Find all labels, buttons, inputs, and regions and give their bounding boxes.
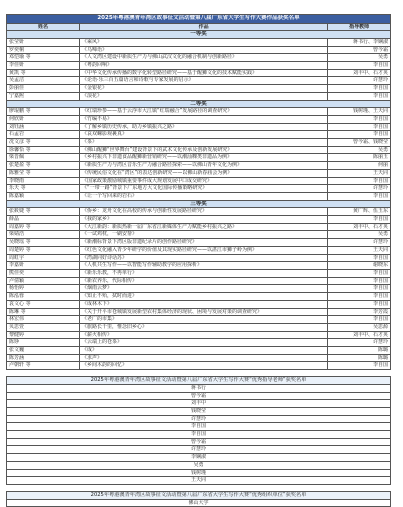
teacher-name: 李自国 — [328, 92, 391, 100]
teacher-name: 陈璐 — [328, 347, 391, 355]
winner-name: 杨怡婷 — [7, 285, 80, 293]
teacher-name: 王天同 — [328, 246, 391, 254]
work-title: 《关于开平市苍城镇发展新型农村集体经济的现状、困境与发展对策的调查研究》 — [80, 308, 328, 316]
table-row — [7, 293, 391, 301]
winner-name: 卢朝轩 等 — [7, 362, 80, 370]
teacher-award-name: 曾今霜 — [7, 438, 391, 446]
work-title: 《云端上的苍茶》 — [80, 339, 328, 347]
teacher-name: 李自国 — [328, 192, 391, 200]
teacher-award-name: 钱晓莹 — [7, 407, 391, 415]
work-title: 《成》 — [80, 347, 328, 355]
winner-name: 李嘉妍 — [7, 262, 80, 270]
work-title: 《老广的市集》 — [80, 316, 328, 324]
teacher-name: 刘丰中、石才英 — [328, 331, 391, 339]
table-row — [7, 208, 391, 216]
award-document — [6, 14, 391, 507]
work-title: 《粤韵回响》 — [80, 62, 328, 70]
list-item — [7, 407, 391, 415]
table-row — [7, 354, 391, 362]
teacher-name: 刘丰中、石才英 — [328, 223, 391, 231]
work-title: 《乌啼语》 — [80, 46, 328, 54]
work-title: 《旅路长千里，惟念旧乡心》 — [80, 323, 328, 331]
teacher-name: 吴勇 — [328, 54, 391, 62]
teacher-name: 李自国 — [328, 216, 391, 224]
teacher-award-name: 许慧玲 — [7, 446, 391, 454]
work-title: 《传统民俗文化在“湾区”的表达创新研究——以佛山新春庙会为例》 — [80, 169, 328, 177]
winner-name: 彭丽佳 — [7, 85, 80, 93]
work-title: 《侨乡：龙舟文化在高校的传承与创新性发展路径研究》 — [80, 208, 328, 216]
winner-name: 何欣妍 — [7, 115, 80, 123]
work-title: 《湾湖同好诗话苏》 — [80, 254, 328, 262]
teacher-award-name: 王天同 — [7, 477, 391, 485]
document-title: 2025年粤港澳青年湾区故事征文活动暨第八届广东省大学生写作大赛作品获奖名单 — [7, 15, 391, 24]
list-item — [7, 392, 391, 400]
winner-name: 邓恺瑜 等 — [7, 54, 80, 62]
work-title: 《中华文化传承传播的数字化转型路径研究——基于醒狮文化的技术赋能实践》 — [80, 69, 328, 77]
teacher-name: 许慧玲 — [328, 185, 391, 193]
teacher-name: 吴勇 — [328, 146, 391, 154]
work-title: 《佛山醒狮“世界舞台”建设背景下的武术文化传承及创新发展研究》 — [80, 146, 328, 154]
work-title: 《成林木下》 — [80, 300, 328, 308]
work-title: 《红色文化融入青少年研学的价值及其现实路径研究——以湛江市狮子岭为例》 — [80, 246, 328, 254]
winner-name: 张楚盈 等 — [7, 162, 80, 170]
header-row — [7, 23, 391, 31]
winner-name: 吴孟洁 — [7, 77, 80, 85]
prize-level-row — [7, 200, 391, 208]
winner-name: 刘钰涵 — [7, 123, 80, 131]
list-item — [7, 438, 391, 446]
table-row — [7, 146, 391, 154]
teacher-name: 吴勇 — [328, 231, 391, 239]
winner-name: 陈雅莹 等 — [7, 169, 80, 177]
winner-name: 陈泓蓉 — [7, 293, 80, 301]
work-title: 《新质生产力与湾区音乐生产力融合路径探索——以佛山青年文化为例》 — [80, 162, 328, 170]
table-row — [7, 270, 391, 278]
winner-name: 陈嘉颖 — [7, 192, 80, 200]
header-work: 作品 — [80, 23, 328, 31]
prize-level-row — [7, 100, 391, 108]
teacher-award-name: 许慧玲 — [7, 415, 391, 423]
winner-name: 李佳妍 — [7, 62, 80, 70]
prize-level-row — [7, 31, 391, 39]
table-row — [7, 223, 391, 231]
work-title: 《金银花》 — [80, 85, 328, 93]
work-title: 《人文湾区建设中新质生产力与佛山武汉文化的融合机制与创新路径》 — [80, 54, 328, 62]
teacher-name: 李自国 — [328, 254, 391, 262]
table-row — [7, 239, 391, 247]
table-row — [7, 192, 391, 200]
list-item — [7, 400, 391, 408]
list-item — [7, 423, 391, 431]
winner-name: 张筱婕 等 — [7, 208, 80, 216]
teacher-award-name: 李自国 — [7, 431, 391, 439]
teacher-name: 曾今霜、钱晓莹 — [328, 139, 391, 147]
list-item — [7, 477, 391, 485]
teacher-name: 李自国 — [328, 270, 391, 278]
work-title: 《哀双螺影观裹真》 — [80, 131, 328, 139]
work-title: 《人机共生写作——以智能写作辅助教学的应用探析》 — [80, 262, 328, 270]
teacher-award-name: 钱树瑾 — [7, 469, 391, 477]
table-row — [7, 123, 391, 131]
work-title: 《薪火相传》 — [80, 331, 328, 339]
table-row — [7, 300, 391, 308]
teacher-name: 许慧玲 — [328, 339, 391, 347]
teacher-section-title-row — [7, 377, 391, 385]
teacher-section-title: 2025年粤港澳青年湾区故事征文活动暨第八届广东省大学生写作大赛“优秀指导老师”获奖名单 — [7, 377, 391, 385]
table-row — [7, 46, 391, 54]
list-item — [7, 384, 391, 392]
table-row — [7, 254, 391, 262]
winner-name: 陈芳涵 — [7, 354, 80, 362]
list-item — [7, 499, 391, 507]
table-row — [7, 185, 391, 193]
work-title: 《知止不殆，拭时而进》 — [80, 293, 328, 301]
work-title: 《浪花》 — [80, 92, 328, 100]
table-row — [7, 347, 391, 355]
work-title: 《红瑞珍参——基于云浮市大江镇“红瑞融合”发展路径的调查研究》 — [80, 108, 328, 116]
teacher-name: 李芳霞 — [328, 308, 391, 316]
winner-name: 周嘉婷 等 — [7, 223, 80, 231]
teacher-award-table — [6, 376, 391, 485]
teacher-award-name: 曾今霜 — [7, 392, 391, 400]
winner-name: 薛晶 — [7, 216, 80, 224]
teacher-name: 黄广辉、伍玉东 — [328, 208, 391, 216]
work-title: 《烟雨云梦》 — [80, 285, 328, 293]
table-row — [7, 154, 391, 162]
winner-name: 熊佳奕 — [7, 270, 80, 278]
teacher-name: 何丽 — [328, 162, 391, 170]
table-row — [7, 262, 391, 270]
prize-level-label: 三等奖 — [7, 200, 391, 208]
winner-name: 乐天 等 — [7, 185, 80, 193]
table-row — [7, 216, 391, 224]
work-title: 《一试鸡枕，一刷安帮》 — [80, 231, 328, 239]
teacher-name: 李自国 — [328, 300, 391, 308]
winner-name: 卢倩颖 — [7, 277, 80, 285]
table-row — [7, 62, 391, 70]
prize-level-label: 二等奖 — [7, 100, 391, 108]
org-section-title-row — [7, 491, 391, 499]
table-row — [7, 92, 391, 100]
teacher-name: 谢晓东 — [328, 262, 391, 270]
table-row — [7, 115, 391, 123]
teacher-award-name: 李自国 — [7, 423, 391, 431]
teacher-name: 曾今霜 — [328, 46, 391, 54]
teacher-name: 陈璐 — [328, 354, 391, 362]
teacher-name: 李自国 — [328, 62, 391, 70]
title-row — [7, 15, 391, 24]
work-title: 《大江新韵：新质热新一届广东省江新媒体生产力赋能乡村振兴之路》 — [80, 223, 328, 231]
teacher-name: 吴思源 — [328, 323, 391, 331]
winner-name: 吴晓瑶 等 — [7, 239, 80, 247]
table-row — [7, 231, 391, 239]
winner-name: 罗奕桐 — [7, 46, 80, 54]
winner-name: 廖琨鹏 等 — [7, 108, 80, 116]
table-row — [7, 331, 391, 339]
teacher-name: 李自国 — [328, 123, 391, 131]
winner-name: 李晓雨 — [7, 177, 80, 185]
work-title: 《求声》 — [80, 354, 328, 362]
winner-name: 贝思萱 — [7, 323, 80, 331]
teacher-name: 李自国 — [328, 362, 391, 370]
work-title: 《竹编不易》 — [80, 115, 328, 123]
winner-name: 宁嘉熙 — [7, 92, 80, 100]
teacher-name: 许慧玲 — [328, 77, 391, 85]
winner-name: 梁晋佩 — [7, 154, 80, 162]
work-title: 《了解乡镇历史传承，助力乡镇振兴之路》 — [80, 123, 328, 131]
work-title: 《“一带一路”背景下广东地方大文化国际传播策略研究》 — [80, 185, 328, 193]
winner-name: 梁婧浩 — [7, 231, 80, 239]
work-title: 《乡村振兴下非遗食品醒狮新营销研究——以潮汕粿类非遗品为例》 — [80, 154, 328, 162]
teacher-name: 李自国 — [328, 115, 391, 123]
winner-name: 张文巍 — [7, 347, 80, 355]
winner-name: 陈铮 — [7, 339, 80, 347]
org-award-table — [6, 491, 391, 507]
table-row — [7, 77, 391, 85]
work-title: 《新农养乐，代际相传》 — [80, 277, 328, 285]
winner-name: 冼文彦 等 — [7, 139, 80, 147]
teacher-name: 陈丽玉 — [328, 154, 391, 162]
table-row — [7, 69, 391, 77]
table-row — [7, 54, 391, 62]
teacher-award-name: 李娴淑 — [7, 454, 391, 462]
teacher-award-name: 吴勇 — [7, 461, 391, 469]
teacher-award-name: 蒋书行 — [7, 384, 391, 392]
teacher-name: 李自国 — [328, 285, 391, 293]
org-award-name: 佛山大学 — [7, 499, 391, 507]
winner-name: 陈琳 等 — [7, 308, 80, 316]
header-name: 姓名 — [7, 23, 80, 31]
award-table — [6, 14, 391, 370]
teacher-name: 李自国 — [328, 293, 391, 301]
table-row — [7, 177, 391, 185]
teacher-name: 李自国 — [328, 85, 391, 93]
table-row — [7, 85, 391, 93]
table-row — [7, 108, 391, 116]
table-row — [7, 339, 391, 347]
winner-name: 张莹妍 — [7, 38, 80, 46]
winner-name: 石孟岩 — [7, 131, 80, 139]
list-item — [7, 461, 391, 469]
table-row — [7, 362, 391, 370]
table-row — [7, 316, 391, 324]
table-row — [7, 246, 391, 254]
work-title: 《新乐乐教，不再单行》 — [80, 270, 328, 278]
teacher-award-name: 刘丰中 — [7, 400, 391, 408]
table-row — [7, 38, 391, 46]
teacher-name: 刘丰中、石才英 — [328, 69, 391, 77]
list-item — [7, 415, 391, 423]
table-row — [7, 277, 391, 285]
teacher-name: 李自国 — [328, 316, 391, 324]
winner-name: 袁文心 等 — [7, 300, 80, 308]
header-teacher: 指导教师 — [328, 23, 391, 31]
teacher-name: 李自国 — [328, 277, 391, 285]
table-row — [7, 139, 391, 147]
work-title: 《乡间木韵的回忆》 — [80, 362, 328, 370]
work-title: 《国家政策激励城镇重要事件成大规划发展中口成交研究》 — [80, 177, 328, 185]
list-item — [7, 431, 391, 439]
table-row — [7, 162, 391, 170]
teacher-name: 王天同 — [328, 169, 391, 177]
work-title: 《茶》 — [80, 139, 328, 147]
winner-name: 周楚婷 等 — [7, 246, 80, 254]
table-row — [7, 285, 391, 293]
org-section-title: 2025年粤港澳青年湾区故事征文活动暨第八届广东省大学生写作大赛“优秀组织单位”获奖名单 — [7, 491, 391, 499]
list-item — [7, 446, 391, 454]
teacher-name: 钱树瑾、王天同 — [328, 108, 391, 116]
winner-name: 周虹宇 — [7, 254, 80, 262]
winner-name: 徐馨恰 等 — [7, 146, 80, 154]
work-title: 《乘风》 — [80, 38, 328, 46]
winner-name: 林宏伟 — [7, 316, 80, 324]
table-row — [7, 323, 391, 331]
list-item — [7, 454, 391, 462]
teacher-name: 李自国 — [328, 177, 391, 185]
teacher-name: 蒋书行、李娴淑 — [328, 38, 391, 46]
winner-name: 黎健婷 — [7, 331, 80, 339]
table-row — [7, 308, 391, 316]
work-title: 《新潮标背景下湾区版非遗纪录片的创作路径研究》 — [80, 239, 328, 247]
list-item — [7, 469, 391, 477]
work-title: 《我的家乡》 — [80, 216, 328, 224]
teacher-name: 李自国 — [328, 131, 391, 139]
teacher-name: 许慧玲 — [328, 239, 391, 247]
table-row — [7, 169, 391, 177]
winner-name: 黄凯 等 — [7, 69, 80, 77]
work-title: 《让一个写回来的岩石》 — [80, 192, 328, 200]
table-row — [7, 131, 391, 139]
work-title: 《论语·乐三百五篇语言和诗歌与专家发展的启示》 — [80, 77, 328, 85]
prize-level-label: 一等奖 — [7, 31, 391, 39]
